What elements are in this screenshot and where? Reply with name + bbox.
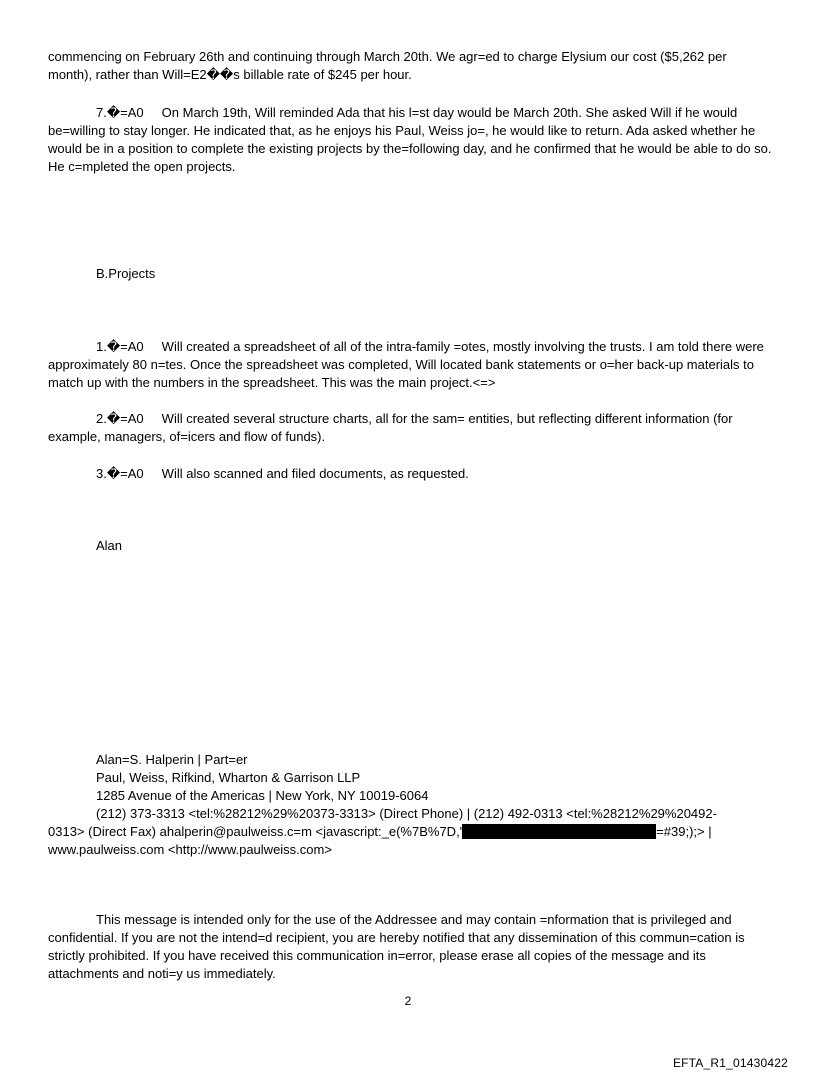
paragraph-7: [48, 104, 773, 176]
intro-paragraph: commencing on February 26th and continuing through March 20th. We agr=ed to charge Elysium our cost ($5,262 per month), rather than Will=E2��s billable rate of $245 per hour.: [48, 49, 727, 82]
signature-name: Alan=S. Halperin | Part=er: [96, 752, 248, 767]
project-item-3: [48, 465, 773, 483]
project-item-1-number: 1.�=A0: [96, 339, 144, 354]
project-item-3-number: 3.�=A0: [96, 466, 144, 481]
project-item-2: [48, 410, 773, 446]
signature-website: www.paulweiss.com <http://www.paulweiss.com>: [48, 842, 332, 857]
paragraph-7-text: On March 19th, Will reminded Ada that his l=st day would be March 20th. She asked Will if he would be=willing to stay longer. He indicated that, as he enjoys his Paul, Weiss jo=, he would like to return. Ada asked whether he would be in a position to complete the existing projects by the=following day, and he confirmed that he would be able to do so. He c=mpleted the open projects.: [48, 105, 772, 174]
project-item-2-number: 2.�=A0: [96, 411, 144, 426]
project-item-1-text: Will created a spreadsheet of all of the intra-family =otes, mostly involving the trusts. I am told there were approximately 80 n=tes. Once the spreadsheet was completed, Will located bank statements or o=her back-up materials to match up with the numbers in the spreadsheet. This was the main project.<=>: [48, 339, 764, 390]
signature-fax-email-text: 0313> (Direct Fax) ahalperin@paulweiss.c=m <javascript:_e(%7B%7D,': [48, 824, 463, 839]
section-heading: B.Projects: [96, 266, 156, 281]
document-id-stamp: EFTA_R1_01430422: [672, 1056, 788, 1070]
signature-firm: Paul, Weiss, Rifkind, Wharton & Garrison LLP: [96, 770, 361, 785]
confidentiality-disclaimer: [48, 911, 773, 983]
signature-fax-email-tail: =#39;);> |: [656, 824, 712, 839]
project-item-1: [48, 338, 773, 392]
signature-phone: (212) 373-3313 <tel:%28212%29%20373-3313> (Direct Phone) | (212) 492-0313 <tel:%28212%29%20492-: [96, 806, 717, 821]
disclaimer-text: This message is intended only for the use of the Addressee and may contain =nformation that is privileged and confidential. If you are not the intend=d recipient, you are hereby notified that any dissemination of this commun=cation is strictly prohibited. If you have received this communication in=error, please erase all copies of the message and its attachments and noti=y us immediately.: [48, 912, 745, 981]
project-item-2-text: Will created several structure charts, all for the sam= entities, but reflecting different information (for example, managers, of=icers and flow of funds).: [48, 411, 733, 444]
paragraph-7-number: 7.�=A0: [96, 105, 144, 120]
redaction-bar: [462, 824, 656, 839]
project-item-3-text: Will also scanned and filed documents, as requested.: [161, 466, 469, 481]
signature-address: 1285 Avenue of the Americas | New York, NY 10019-6064: [96, 788, 429, 803]
signature-fax-email: [48, 823, 712, 841]
page-number: 2: [404, 994, 412, 1008]
closing-name: Alan: [96, 538, 123, 553]
